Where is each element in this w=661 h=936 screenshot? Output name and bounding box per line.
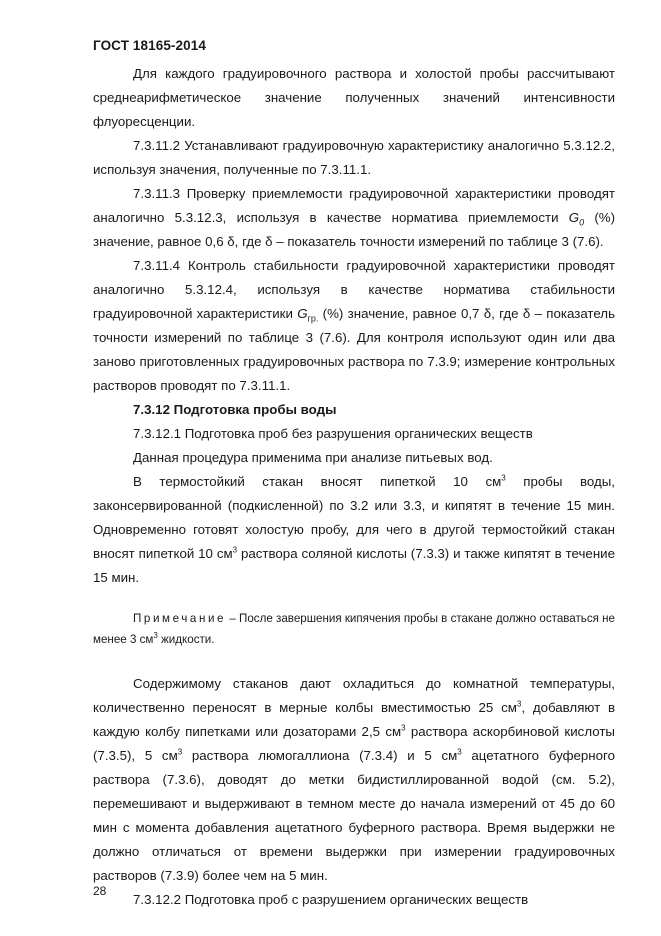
symbol-subscript: 0 [579, 217, 585, 228]
superscript: 3 [232, 545, 238, 555]
symbol-subscript: гр. [307, 313, 319, 324]
paragraph-text: (%) значение, равное 0,7 δ, где δ – показатель точности измерений по таблице 3 (7.6). Для контроля используют один или два заново приготовленных градуировочных раствора по 7.3.9; измерение контрольных растворов проводят по 7.3.11.1. [93, 306, 615, 393]
superscript: 3 [501, 473, 506, 483]
paragraph-text: Содержимому стаканов дают охладиться до комнатной температуры, количественно переносят в мерные колбы вместимостью 25 см [93, 676, 615, 715]
paragraph-text: пробы воды, законсервированной (подкисленной) по 3.2 или 3.3, и кипятят в течение 15 мин. Одновременно готовят холостую пробу, для чего в другой термостойкий стакан вносят пипеткой 10 см [93, 474, 615, 561]
paragraph-text: 7.3.11.4 Контроль стабильности градуировочной характеристики проводят аналогично 5.3.12.4, используя в качестве норматива стабильности градуировочной характеристики [93, 258, 615, 321]
paragraph-text: Для каждого градуировочного раствора и холостой пробы рассчитывают среднеарифметическое значение полученных значений интенсивности флуоресценции. [93, 66, 615, 129]
paragraph-7-3-11-2 [93, 134, 615, 182]
paragraph-boiling [93, 470, 615, 590]
document-code-header: ГОСТ 18165-2014 [93, 38, 206, 53]
paragraph-applicability: Данная процедура применима при анализе питьевых вод. [133, 450, 493, 465]
paragraph-text: раствора соляной кислоты (7.3.3) и также кипятят в течение 15 мин. [93, 546, 615, 585]
superscript: 3 [401, 723, 406, 733]
paragraph-text: (%) значение, равное 0,6 δ, где δ – показатель точности измерений по таблице 3 (7.6). [93, 210, 616, 249]
page-number: 28 [93, 884, 107, 898]
paragraph-text: раствора люмогаллиона (7.3.4) и 5 см [182, 748, 458, 763]
paragraph-text: В термостойкий стакан вносят пипеткой 10 см [133, 474, 502, 489]
paragraph-7-3-11-3 [93, 182, 615, 254]
note-label: Примечание [133, 612, 227, 625]
paragraph-7-3-11-4 [93, 254, 615, 398]
paragraph-text: ацетатного буферного раствора (7.3.6), доводят до метки бидистиллированной водой (см. 5.2), перемешивают и выдерживают в темном месте до начала измерений от 45 до 60 мин с момента добавления ацетатного буферного раствора. Время выдержки не должно отличаться от времени выдержки при измерении градуировочных растворов (7.3.9) более чем на 5 мин. [93, 748, 615, 883]
superscript: 3 [177, 747, 183, 757]
paragraph-cooling [93, 672, 615, 888]
superscript: 3 [153, 631, 158, 641]
paragraph-text: раствора аскорбиновой кислоты (7.3.5), 5 см [93, 724, 615, 763]
note-text: жидкости. [157, 633, 215, 646]
superscript: 3 [457, 747, 462, 757]
paragraph-intro [93, 62, 615, 134]
paragraph-text: , добавляют в каждую колбу пипетками или дозаторами 2,5 см [93, 700, 616, 739]
paragraph-text: 7.3.11.3 Проверку приемлемости градуировочной характеристики проводят аналогично 5.3.12.3, используя в качестве норматива приемлемости [93, 186, 615, 225]
symbol-g: G [297, 306, 308, 321]
superscript: 3 [516, 699, 522, 709]
paragraph-text: 7.3.11.2 Устанавливают градуировочную характеристику аналогично 5.3.12.2, используя значения, полученные по 7.3.11.1. [93, 138, 615, 177]
note [93, 608, 615, 650]
note-text: – После завершения кипячения пробы в стакане должно оставаться не менее 3 см [93, 612, 615, 646]
symbol-g: G [568, 210, 580, 225]
section-heading-7-3-12: 7.3.12 Подготовка пробы воды [133, 402, 337, 417]
paragraph-7-3-12-2: 7.3.12.2 Подготовка проб с разрушением органических веществ [133, 892, 529, 907]
paragraph-7-3-12-1: 7.3.12.1 Подготовка проб без разрушения органических веществ [133, 426, 533, 441]
document-body [93, 62, 615, 912]
